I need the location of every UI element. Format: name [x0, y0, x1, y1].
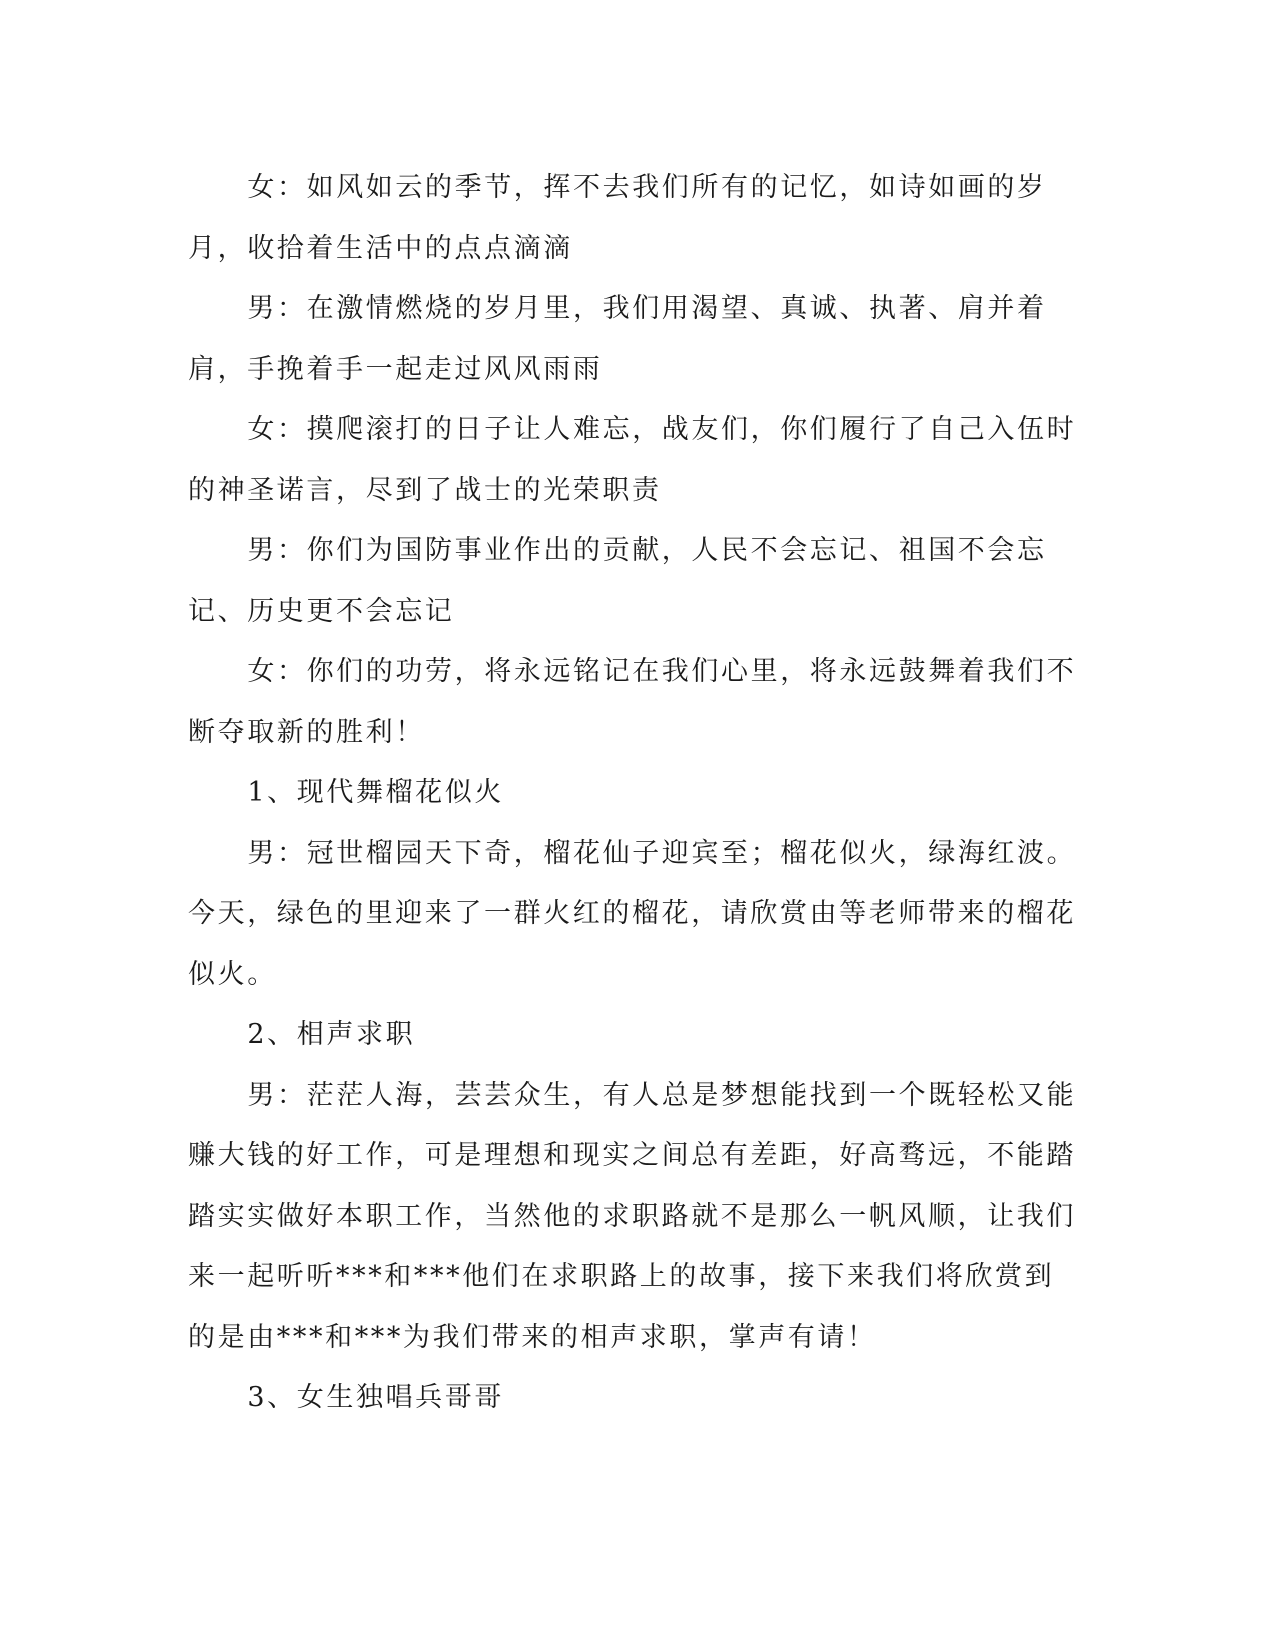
program-heading: 1、现代舞榴花似火	[247, 777, 504, 808]
program-heading: 3、女生独唱兵哥哥	[247, 1382, 504, 1413]
dialogue-paragraph: 男：冠世榴园天下奇，榴花仙子迎宾至；榴花似火，绿海红波。今天，绿色的里迎来了一群火红的榴花，请欣赏由等老师带来的榴花似火。	[188, 837, 1077, 990]
dialogue-paragraph: 男：你们为国防事业作出的贡献，人民不会忘记、祖国不会忘记、历史更不会忘记	[188, 535, 1047, 627]
program-heading: 2、相声求职	[247, 1019, 416, 1050]
document-body	[188, 158, 1078, 1429]
dialogue-paragraph: 男：茫茫人海，芸芸众生，有人总是梦想能找到一个既轻松又能赚大钱的好工作，可是理想和现实之间总有差距，好高骛远，不能踏踏实实做好本职工作，当然他的求职路就不是那么一帆风顺，让我们来一起听听***和***他们在求职路上的故事，接下来我们将欣赏到的是由***和***为我们带来的相声求职，掌声有请！	[188, 1079, 1077, 1353]
dialogue-paragraph: 女：摸爬滚打的日子让人难忘，战友们，你们履行了自己入伍时的神圣诺言，尽到了战士的光荣职责	[188, 414, 1077, 506]
dialogue-paragraph: 女：你们的功劳，将永远铭记在我们心里，将永远鼓舞着我们不断夺取新的胜利！	[188, 656, 1077, 748]
dialogue-paragraph: 男：在激情燃烧的岁月里，我们用渴望、真诚、执著、肩并着肩，手挽着手一起走过风风雨雨	[188, 293, 1047, 385]
dialogue-paragraph: 女：如风如云的季节，挥不去我们所有的记忆，如诗如画的岁月，收拾着生活中的点点滴滴	[188, 172, 1047, 264]
